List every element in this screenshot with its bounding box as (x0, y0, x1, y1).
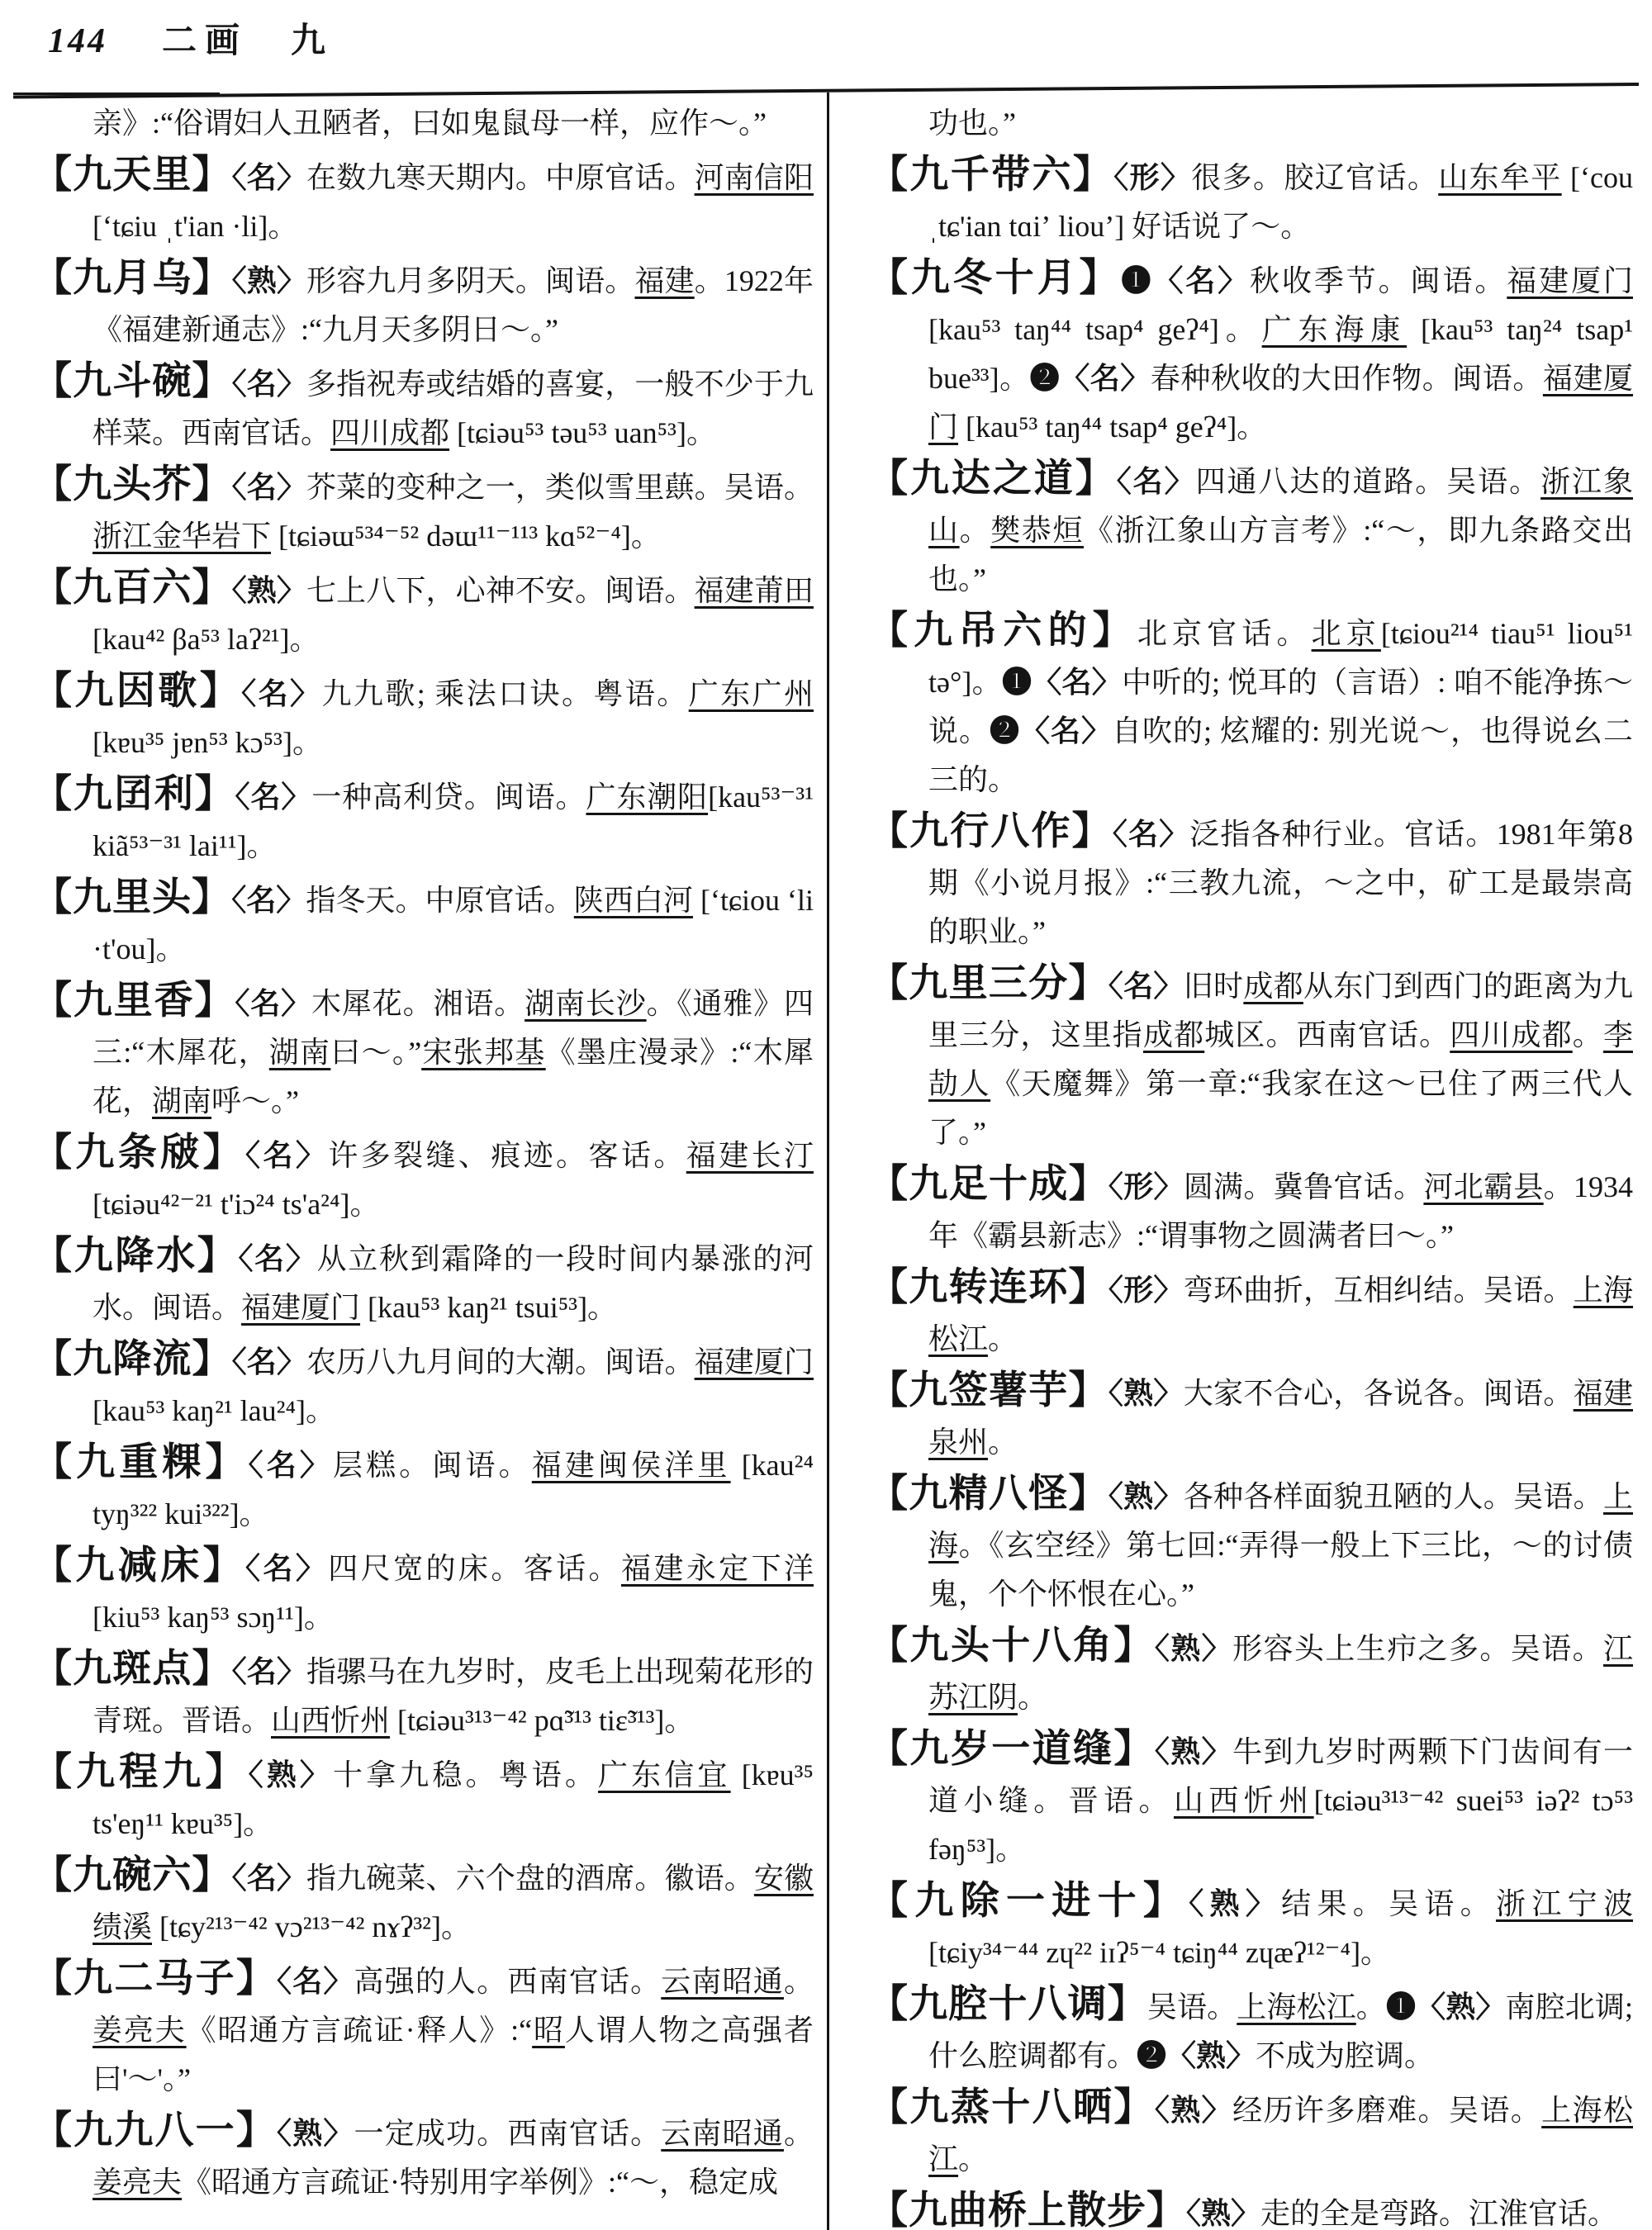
text-run: [kau²⁴ tyŋ³²² kui³²²]。 (93, 1449, 814, 1530)
dict-entry (33, 564, 814, 664)
dict-entry (33, 2107, 814, 2207)
proper-noun: 上海松江 (1237, 1990, 1356, 2024)
proper-noun: 云南昭通 (661, 1965, 784, 1998)
header-rule-secondary (13, 93, 220, 95)
pos-marker: 〈名〉 (1020, 714, 1112, 747)
entry-headword: 【九转连环】 (869, 1266, 1108, 1309)
text-run: 各种各样面貌丑陋的人。吴语。 (1183, 1480, 1603, 1513)
text-run: 高强的人。西南官话。 (354, 1965, 662, 1998)
entry-headword: 【九里三分】 (869, 962, 1108, 1005)
dict-entry (33, 1129, 814, 1229)
pos-marker: 〈名〉 (231, 1655, 306, 1688)
pos-marker: 〈名〉 (245, 1552, 329, 1585)
text-run: [tɕiəu³¹³⁻⁴² pɑ̃³¹³ tiɛ̃³¹³]。 (390, 1704, 695, 1737)
text-run: [tɕiəu⁴²⁻²¹ t'iɔ²⁴ ts'a²⁴]。 (93, 1188, 380, 1221)
dict-entry (869, 1622, 1633, 1722)
entry-headword: 【九天里】 (33, 154, 232, 197)
proper-noun: 福建 (634, 264, 695, 297)
proper-noun: 湖南 (268, 1036, 331, 1069)
entry-headword: 【九月乌】 (33, 257, 232, 300)
text-run: [tɕiəɯ⁵³⁴⁻⁵² dəɯ¹¹⁻¹¹³ kɑ⁵²⁻⁴]。 (271, 520, 661, 553)
dict-entry (33, 1439, 814, 1539)
text-run: 《昭通方言疏证·特别用字举例》:“～，稳定成 (182, 2166, 778, 2199)
text-run: 农历八九月间的大潮。闽语。 (306, 1345, 695, 1378)
pos-marker: 〈名〉 (241, 677, 322, 710)
entry-headword: 【九碗六】 (33, 1854, 232, 1897)
entry-headword: 【九条㿭】 (33, 1132, 246, 1174)
text-run: 多指祝寿或结婚的喜宴，一般不少于九样菜。西南官话。 (93, 368, 814, 449)
pos-marker: 〈名〉 (238, 1242, 317, 1275)
text-run: 四通八达的道路。吴语。 (1195, 465, 1541, 498)
text-run: 指冬天。中原官话。 (306, 884, 574, 917)
pos-marker: ❷ (1137, 2039, 1167, 2072)
proper-noun: 福建厦门 (241, 1291, 361, 1324)
pos-marker: 〈熟〉 (1186, 2197, 1261, 2230)
pos-marker: 〈熟〉 (231, 574, 306, 607)
dict-entry (33, 99, 814, 148)
proper-noun: 山东牟平 (1438, 161, 1562, 194)
text-run: 中听的; 悦耳的（言语）: 咱不能净拣～说。 (928, 666, 1633, 747)
text-run: 很多。胶辽官话。 (1191, 161, 1439, 194)
text-run: [kɐu³⁵ ts'eŋ¹¹ kɐu³⁵]。 (93, 1758, 814, 1840)
entry-headword: 【九精八怪】 (869, 1473, 1108, 1516)
dict-entry (869, 960, 1633, 1157)
text-run: 。1934年《霸县新志》:“谓事物之圆满者曰～。” (928, 1170, 1633, 1252)
pos-marker: 〈名〉 (231, 1345, 306, 1378)
proper-noun: 樊恭烜 (990, 514, 1084, 547)
text-run: 从立秋到霜降的一段时间内暴涨的河水。闽语。 (93, 1242, 814, 1324)
text-run: 一定成功。西南官话。 (354, 2117, 662, 2150)
entry-headword: 【九里香】 (33, 980, 235, 1022)
pos-marker: 〈名〉 (231, 161, 306, 194)
pos-marker: 〈熟〉 (1154, 2094, 1233, 2127)
proper-noun: 山西忻州 (1173, 1784, 1314, 1817)
text-run: 大家不合心，各说各。闽语。 (1183, 1377, 1574, 1410)
dict-entry (869, 607, 1633, 804)
pos-marker: 〈熟〉 (248, 1758, 334, 1791)
entry-headword: 【九头芥】 (33, 463, 232, 506)
page-number: 144 (48, 22, 107, 60)
dict-entry (33, 1232, 814, 1332)
proper-noun: 宋张邦基 (421, 1036, 546, 1069)
text-run: [kau⁵³ kaŋ²¹ tsui⁵³]。 (360, 1291, 618, 1324)
text-run: [ʻtɕiou ʻli ·t'ou]。 (93, 884, 814, 966)
text-run: 经历许多磨难。吴语。 (1232, 2094, 1542, 2127)
entry-headword: 【九重粿】 (33, 1441, 249, 1484)
dict-entry (33, 667, 814, 767)
pos-marker: 〈熟〉 (1108, 1480, 1184, 1513)
text-run: [kau⁵³ kaŋ²¹ lau²⁴]。 (93, 1394, 335, 1427)
entry-headword: 【九斑点】 (33, 1648, 232, 1691)
text-run: [kau⁵³ taŋ⁴⁴ tsap⁴ geʔ⁴]。 (928, 313, 1262, 346)
proper-noun: 上海松江 (928, 1274, 1633, 1355)
proper-noun: 湖南 (152, 1084, 212, 1117)
text-run: 九九歌; 乘法口诀。粤语。 (321, 677, 689, 710)
text-run: 《天魔舞》第一章:“我家在这～已住了两三代人了。” (928, 1067, 1633, 1149)
text-run: [ʻtɕiu ˌt'ian ·li]。 (93, 210, 298, 243)
text-run: 牛到九岁时两颗下门齿间有一道小缝。晋语。 (928, 1735, 1633, 1817)
text-run: 一种高利贷。闽语。 (311, 780, 586, 814)
pos-marker: 〈熟〉 (231, 264, 307, 297)
text-run: [tɕiou²¹⁴ tiau⁵¹ liou⁵¹ tə°]。 (928, 617, 1633, 699)
proper-noun: 浙江宁波 (1496, 1887, 1633, 1920)
text-run: 四尺宽的床。客话。 (328, 1552, 621, 1585)
text-run: 不成为腔调。 (1256, 2039, 1435, 2072)
pos-marker: 〈名〉 (1116, 465, 1196, 498)
dict-entry (33, 1852, 814, 1952)
dict-entry (33, 1645, 814, 1745)
proper-noun: 福建厦门 (694, 1345, 814, 1378)
text-run: 旧时 (1183, 970, 1244, 1003)
text-run: [tɕiy³⁴⁻⁴⁴ zɥ²² iɪʔ⁵⁻⁴ tɕiŋ⁴⁴ zɥæʔ¹²⁻⁴]。 (928, 1936, 1391, 1969)
pos-marker: 〈名〉 (231, 1862, 306, 1895)
dict-entry (869, 1981, 1633, 2081)
entry-headword: 【九减床】 (33, 1544, 246, 1587)
text-run: 秋收季节。闽语。 (1250, 264, 1507, 297)
proper-noun: 成都 (1142, 1018, 1205, 1051)
right-column (869, 99, 1633, 2230)
text-run: 呼～。” (211, 1084, 300, 1117)
text-run: 指九碗菜、六个盘的酒席。徽语。 (306, 1862, 754, 1895)
entry-headword: 【九曲桥上散步】 (869, 2190, 1186, 2230)
text-run: [kau⁵³ taŋ²⁴ tsap¹ bue³³]。 (928, 313, 1633, 395)
text-run: 。 (988, 1426, 1018, 1459)
entry-headword: 【九降流】 (33, 1338, 232, 1381)
pos-marker: ❷ (1029, 362, 1061, 395)
entry-headword: 【九斗碗】 (33, 360, 232, 403)
entry-headword: 【九二马子】 (33, 1957, 278, 2000)
text-run: 人谓人物之高强者曰'～'。” (93, 2014, 814, 2095)
text-run: 结果。吴语。 (1281, 1887, 1497, 1920)
text-run: 南腔北调; 什么腔调都有。 (928, 1990, 1633, 2072)
pos-marker: 〈名〉 (1060, 362, 1151, 395)
pos-marker: 〈熟〉 (1108, 1377, 1184, 1410)
dict-entry (869, 808, 1633, 956)
proper-noun: 四川成都 (1450, 1018, 1573, 1051)
dict-entry (869, 2187, 1633, 2230)
text-run: [ʻcou ˌtɕ'ian tɑiʼ liouʼ] 好话说了～。 (928, 161, 1633, 243)
pos-marker: 〈名〉 (1153, 264, 1251, 297)
pos-marker: 〈名〉 (231, 368, 306, 401)
text-run: 层糕。闽语。 (333, 1449, 532, 1482)
text-run: [tɕiəu³¹³⁻⁴² suei⁵³ iəʔ² tɔ⁵³ fəŋ⁵³]。 (928, 1784, 1633, 1866)
proper-noun: 山西忻州 (271, 1704, 391, 1737)
dict-entry (869, 151, 1633, 251)
text-run: 《浙江象山方言考》:“～，即九条路交出也。” (928, 514, 1633, 595)
text-run: 形容九月多阴天。闽语。 (306, 264, 635, 297)
text-run: [kau⁴² βa⁵³ laʔ²¹]。 (93, 623, 320, 656)
text-run: 木犀花。湘语。 (311, 987, 525, 1020)
entry-headword: 【九因歌】 (33, 670, 242, 713)
text-run: 十拿九稳。粤语。 (333, 1758, 599, 1791)
text-run: 曰～。” (330, 1036, 422, 1069)
text-run: 。1922年《福建新通志》:“九月天多阴日～。” (93, 264, 814, 346)
text-run: [tɕy²¹³⁻⁴² vɔ²¹³⁻⁴² nɤʔ³²]。 (152, 1910, 471, 1943)
pos-marker: ❶ (1001, 666, 1032, 699)
text-run: 。《玄空经》第七回:“弄得一般上下三比，～的讨债鬼，个个怀恨在心。” (928, 1529, 1633, 1611)
proper-noun: 李劼人 (928, 1018, 1633, 1100)
text-run: 。 (783, 1965, 814, 1998)
proper-noun: 陕西白河 (573, 884, 693, 917)
dict-entry (33, 151, 814, 251)
proper-noun: 姜亮夫 (93, 2166, 183, 2199)
dict-entry (869, 1160, 1633, 1260)
text-run: 。 (1018, 1681, 1048, 1714)
proper-noun: 福建莆田 (694, 574, 814, 607)
text-run: 。 (959, 514, 991, 547)
pos-marker: 〈名〉 (1112, 818, 1190, 851)
entry-headword: 【九头十八角】 (869, 1625, 1155, 1668)
pos-marker: 〈形〉 (1113, 161, 1192, 194)
dict-entry (869, 455, 1633, 604)
pos-marker: 〈名〉 (1032, 666, 1123, 699)
entry-headword: 【九行八作】 (869, 810, 1113, 853)
proper-noun: 福建闽侯洋里 (531, 1449, 731, 1482)
pos-marker: 〈熟〉 (1166, 2039, 1256, 2072)
proper-noun: 四川成都 (330, 416, 450, 449)
text-run: 《墨庄漫录》:“木犀花， (93, 1036, 814, 1117)
dict-entry (869, 254, 1633, 452)
text-run: [tɕiəu⁵³ təu⁵³ uan⁵³]。 (449, 416, 716, 449)
pos-marker: 〈名〉 (1108, 970, 1184, 1003)
pos-marker: 〈熟〉 (1416, 1990, 1506, 2024)
text-run: 亲》:“俗谓妇人丑陋者，曰如鬼鼠母一样，应作～。” (93, 107, 767, 140)
proper-noun: 广东广州 (688, 677, 814, 710)
proper-noun: 浙江金华岩下 (93, 520, 272, 553)
dict-entry (869, 1725, 1633, 1874)
text-run: 。 (1572, 1018, 1603, 1051)
text-run: 。 (1355, 1990, 1386, 2024)
text-run: 。 (988, 1322, 1018, 1355)
text-run: 指骡马在九岁时，皮毛上出现菊花形的青斑。晋语。 (93, 1655, 814, 1737)
text-run: 从东门到西门的距离为九里三分，这里指 (928, 970, 1633, 1051)
dict-entry (33, 1748, 814, 1848)
entry-headword: 【九达之道】 (869, 458, 1117, 501)
text-run: [kau⁵³⁻³¹ kiã⁵³⁻³¹ lai¹¹]。 (93, 780, 814, 862)
pos-marker: 〈熟〉 (1189, 1887, 1282, 1920)
page-header (48, 13, 334, 63)
text-run: [kiu⁵³ kaŋ⁵³ sɔŋ¹¹]。 (93, 1601, 334, 1634)
dict-entry (869, 99, 1633, 148)
dict-entry (33, 461, 814, 561)
dict-entry (33, 254, 814, 354)
proper-noun: 福建泉州 (928, 1377, 1633, 1459)
proper-noun: 姜亮夫 (93, 2014, 187, 2047)
section-title: 二画 九 (162, 22, 335, 60)
text-run: 泛指各种行业。官话。1981年第8期《小说月报》:“三教九流，～之中，矿工是最崇高的职业。” (928, 818, 1633, 948)
pos-marker: 〈熟〉 (1154, 1632, 1233, 1665)
proper-noun: 成都 (1243, 970, 1303, 1003)
text-run: 形容头上生疖之多。吴语。 (1232, 1632, 1603, 1665)
entry-headword: 【九里头】 (33, 876, 232, 919)
dict-entry (869, 1877, 1633, 1977)
dict-entry (33, 771, 814, 871)
proper-noun: 湖南长沙 (525, 987, 647, 1020)
pos-marker: ❶ (1121, 264, 1154, 297)
proper-noun: 福建长汀 (686, 1139, 814, 1172)
pos-marker: 〈形〉 (1108, 1274, 1184, 1307)
text-run: 弯环曲折，互相纠结。吴语。 (1183, 1274, 1574, 1307)
text-run: 七上八下，心神不安。闽语。 (306, 574, 695, 607)
text-run: 芥菜的变种之一，类似雪里蕻。吴语。 (306, 471, 814, 504)
text-run: 《昭通方言疏证·释人》:“ (186, 2014, 533, 2047)
proper-noun: 上海松江 (928, 2094, 1633, 2175)
pos-marker: ❷ (990, 714, 1020, 747)
proper-noun: 广东信宜 (598, 1758, 731, 1791)
pos-marker: 〈名〉 (277, 1965, 354, 1998)
entry-headword: 【九足十成】 (869, 1163, 1108, 1206)
dict-entry (33, 358, 814, 458)
entry-headword: 【九吊六的】 (869, 610, 1137, 652)
entry-headword: 【九腔十八调】 (869, 1983, 1147, 2026)
dict-entry (869, 2084, 1633, 2184)
pos-marker: 〈名〉 (231, 884, 306, 917)
proper-noun: 北京 (1311, 617, 1381, 650)
text-run: 在数九寒天期内。中原官话。 (306, 161, 695, 194)
text-run: 。 (958, 2142, 989, 2175)
entry-headword: 【九蒸十八晒】 (869, 2086, 1155, 2129)
dict-entry (869, 1470, 1633, 1619)
text-run: [kau⁵³ taŋ⁴⁴ tsap⁴ geʔ⁴]。 (958, 410, 1267, 444)
entry-headword: 【九百六】 (33, 567, 232, 610)
entry-headword: 【九除一进十】 (869, 1880, 1189, 1923)
dict-entry (33, 1336, 814, 1435)
text-run: 功也。” (928, 107, 1016, 140)
proper-noun: 河南信阳 (694, 161, 814, 194)
proper-noun: 广东潮阳 (586, 780, 709, 814)
pos-marker: 〈名〉 (235, 987, 311, 1020)
dict-entry (869, 1264, 1633, 1364)
text-run: 北京官话。 (1137, 617, 1312, 650)
proper-noun: 福建厦门 (1507, 264, 1633, 297)
proper-noun: 广东海康 (1261, 313, 1408, 346)
text-run: 春种秋收的大田作物。闽语。 (1150, 362, 1543, 395)
text-run: 吴语。 (1146, 1990, 1237, 2024)
entry-headword: 【九冬十月】 (869, 257, 1122, 300)
proper-noun: 上海 (928, 1480, 1633, 1562)
pos-marker: 〈熟〉 (1154, 1735, 1233, 1768)
entry-headword: 【九千带六】 (869, 154, 1114, 197)
entry-headword: 【九岁一道缝】 (869, 1728, 1155, 1771)
entry-headword: 【九降水】 (33, 1235, 239, 1278)
pos-marker: 〈名〉 (235, 780, 312, 814)
dict-entry (33, 874, 814, 974)
text-run: 走的全是弯路。江淮官话。 (1260, 2197, 1618, 2230)
proper-noun: 福建厦门 (928, 362, 1633, 444)
text-run: 圆满。冀鲁官话。 (1183, 1170, 1424, 1203)
text-run: [kɐu³⁵ jɐn⁵³ kɔ⁵³]。 (93, 726, 322, 759)
pos-marker: 〈名〉 (248, 1449, 334, 1482)
column-divider (827, 93, 829, 2230)
pos-marker: 〈名〉 (245, 1139, 329, 1172)
proper-noun: 浙江象山 (928, 465, 1633, 547)
left-column (33, 99, 814, 2210)
entry-headword: 【九签薯芋】 (869, 1369, 1108, 1412)
dict-entry (33, 1542, 814, 1642)
entry-headword: 【九囝利】 (33, 773, 235, 816)
proper-noun: 昭 (532, 2014, 565, 2047)
entry-headword: 【九程九】 (33, 1751, 249, 1794)
proper-noun: 福建永定下洋 (620, 1552, 814, 1585)
proper-noun: 江苏江阴 (928, 1632, 1633, 1714)
dict-entry (33, 1955, 814, 2104)
pos-marker: 〈熟〉 (277, 2117, 354, 2150)
text-run: 自吹的; 炫耀的: 别光说～，也得说幺二三的。 (928, 714, 1633, 796)
text-run: 许多裂缝、痕迹。客话。 (328, 1139, 686, 1172)
text-run: 。《通雅》四三:“木犀花， (93, 987, 814, 1069)
text-run: 。 (783, 2117, 814, 2150)
proper-noun: 安徽绩溪 (93, 1862, 814, 1943)
dict-entry (869, 1367, 1633, 1467)
pos-marker: 〈形〉 (1108, 1170, 1184, 1203)
dict-entry (33, 977, 814, 1126)
pos-marker: ❶ (1385, 1990, 1417, 2024)
entry-headword: 【九九八一】 (33, 2109, 278, 2152)
proper-noun: 河北霸县 (1423, 1170, 1544, 1203)
proper-noun: 云南昭通 (661, 2117, 784, 2150)
pos-marker: 〈名〉 (231, 471, 306, 504)
text-run: 城区。西南官话。 (1204, 1018, 1450, 1051)
